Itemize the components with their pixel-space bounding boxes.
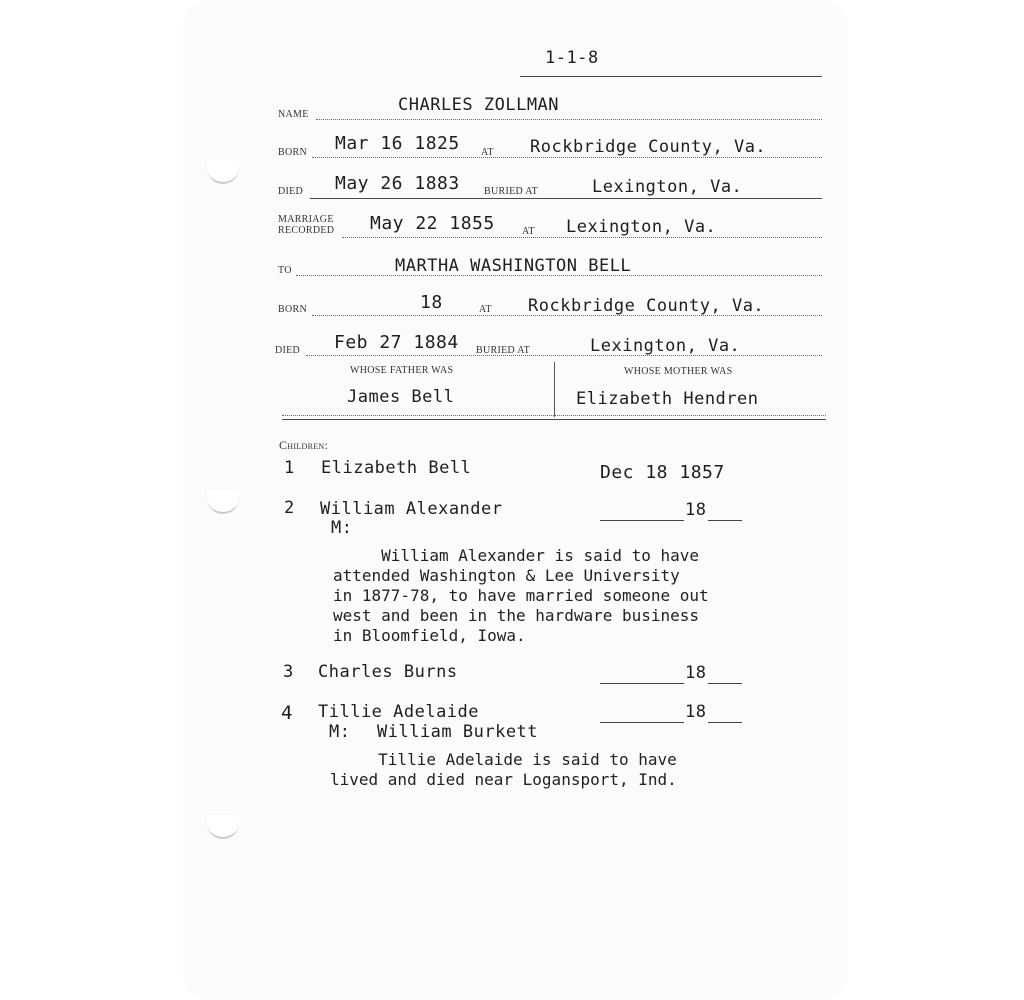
child-3-number: 3 xyxy=(283,662,294,682)
name-label: NAME xyxy=(278,109,309,120)
child-4-date-blank-2 xyxy=(708,722,742,723)
child-4-date: 18 xyxy=(685,702,707,722)
child-3-date-blank xyxy=(600,683,684,684)
buried-at-label: BURIED AT xyxy=(484,186,539,197)
person-name: CHARLES ZOLLMAN xyxy=(398,95,560,115)
spouse-buried-place: Lexington, Va. xyxy=(590,336,741,356)
marriage-label-line2: RECORDED xyxy=(278,225,335,236)
marriage-at-label: AT xyxy=(522,226,535,237)
child-3-date: 18 xyxy=(685,663,707,683)
marriage-date: May 22 1855 xyxy=(370,213,495,234)
born-line xyxy=(312,157,822,158)
child-1-number: 1 xyxy=(284,458,295,478)
child-4-spouse: William Burkett xyxy=(377,722,539,742)
spouse-father: James Bell xyxy=(347,387,455,407)
child-1-date: Dec 18 1857 xyxy=(600,462,725,483)
marriage-line xyxy=(342,237,822,238)
child-2-date: 18 xyxy=(685,500,707,520)
child-4-name: Tillie Adelaide xyxy=(318,702,480,722)
child-1-name: Elizabeth Bell xyxy=(321,458,472,478)
person-born-date: Mar 16 1825 xyxy=(335,133,460,154)
marriage-label-line1: MARRIAGE xyxy=(278,214,334,225)
person-born-place: Rockbridge County, Va. xyxy=(530,137,767,157)
person-buried-place: Lexington, Va. xyxy=(592,177,743,197)
parents-line-2 xyxy=(282,419,826,420)
spouse-died-date: Feb 27 1884 xyxy=(334,332,459,353)
spouse-buried-at-label: BURIED AT xyxy=(476,345,531,356)
spouse-born-label: BORN xyxy=(278,304,307,315)
spouse-died-label: DIED xyxy=(275,345,301,356)
died-line xyxy=(310,198,822,199)
died-label: DIED xyxy=(278,186,304,197)
child-2-name: William Alexander xyxy=(320,499,503,519)
child-4-number: 4 xyxy=(281,702,293,724)
father-label: WHOSE FATHER WAS xyxy=(350,365,454,376)
child-2-date-blank-2 xyxy=(708,520,742,521)
spouse-born-at-label: AT xyxy=(479,304,492,315)
child-2-number: 2 xyxy=(284,498,295,518)
child-2-note: William Alexander is said to have attended Washington & Lee University in 1877-78, to have married someone out west and been in the hardware business in Bloomfield, Iowa. xyxy=(333,546,709,645)
child-2-date-blank xyxy=(600,520,684,521)
parents-divider xyxy=(554,362,555,417)
card-number-rule xyxy=(520,76,822,77)
spouse-name: MARTHA WASHINGTON BELL xyxy=(395,256,632,276)
child-4-date-blank xyxy=(600,722,684,723)
spouse-died-line xyxy=(306,355,822,356)
born-label: BORN xyxy=(278,147,307,158)
born-at-label: AT xyxy=(481,147,494,158)
child-3-date-blank-2 xyxy=(708,683,742,684)
child-4-note: Tillie Adelaide is said to have lived and died near Logansport, Ind. xyxy=(330,750,677,789)
child-3-name: Charles Burns xyxy=(318,662,458,682)
child-4-spouse-label: M: xyxy=(329,722,351,742)
spouse-born-place: Rockbridge County, Va. xyxy=(528,296,765,316)
person-died-date: May 26 1883 xyxy=(335,173,460,194)
parents-line-1 xyxy=(282,415,826,416)
to-label: TO xyxy=(278,265,292,276)
name-line xyxy=(316,119,822,120)
card-number: 1-1-8 xyxy=(545,48,599,68)
children-label: Children: xyxy=(279,438,329,452)
spouse-mother: Elizabeth Hendren xyxy=(576,389,759,409)
spouse-born-date: 18 xyxy=(420,292,443,313)
mother-label: WHOSE MOTHER WAS xyxy=(624,366,733,377)
child-2-spouse-label: M: xyxy=(331,518,353,538)
marriage-place: Lexington, Va. xyxy=(566,217,717,237)
